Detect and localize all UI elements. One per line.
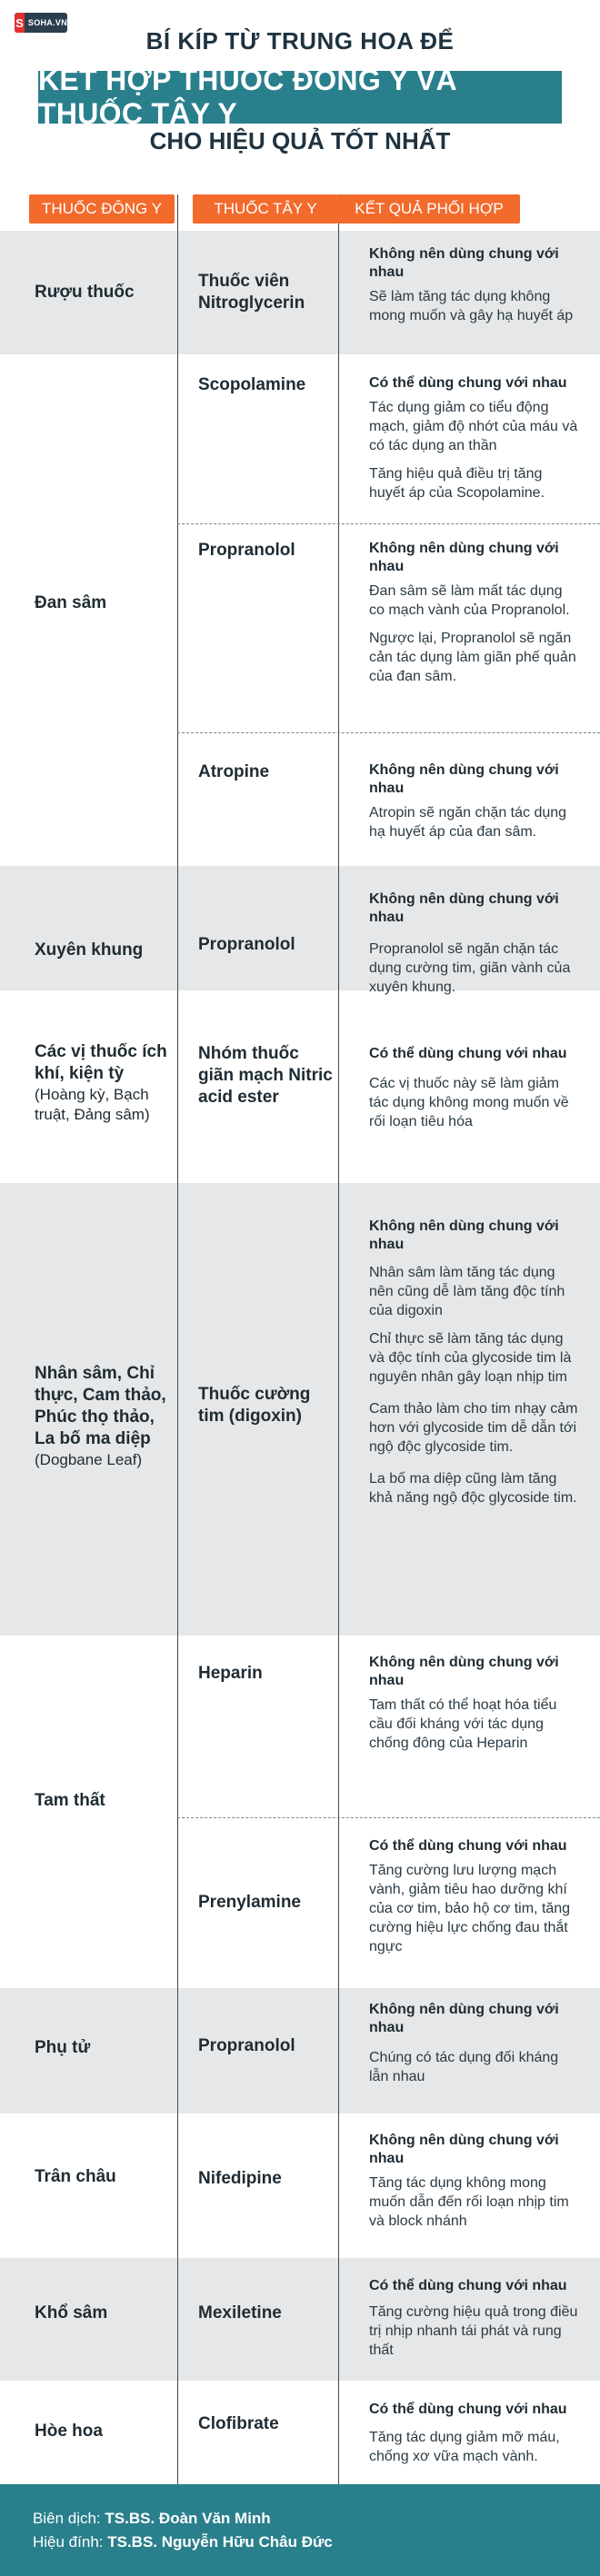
result-text: Tăng hiệu quả điều trị tăng huyết áp của Scopolamine. [369, 466, 545, 501]
result-title: Có thể dùng chung với nhau [369, 2278, 567, 2293]
west-mexiletine: Mexiletine [198, 2303, 282, 2322]
header-west-medicine: THUỐC TÂY Y [193, 194, 338, 224]
east-ruou-thuoc: Rượu thuốc [35, 283, 135, 302]
west-propranolol-phutu: Propranolol [198, 2036, 295, 2055]
credit-label: Biên dịch: [33, 2510, 101, 2527]
credit-name: TS.BS. Nguyễn Hữu Châu Đức [107, 2533, 333, 2551]
result-title: Có thể dùng chung với nhau [369, 2402, 567, 2417]
result-title: Có thể dùng chung với nhau [369, 1046, 567, 1061]
east-ich-khi-kien-ty [35, 1041, 171, 1125]
header-result: KẾT QUẢ PHỐI HỢP [338, 194, 520, 224]
result-phutu [369, 2001, 578, 2086]
result-title: Không nên dùng chung với nhau [369, 1655, 559, 1688]
result-title: Không nên dùng chung với nhau [369, 891, 559, 925]
result-ruou [369, 245, 578, 325]
credit-label: Hiệu đính: [33, 2533, 104, 2551]
result-khosam [369, 2277, 578, 2360]
column-divider-1 [177, 194, 178, 2484]
west-propranolol-dansam: Propranolol [198, 541, 295, 560]
result-text: La bố ma diệp cũng làm tăng khả năng ngộ độc glycoside tim. [369, 1471, 577, 1506]
result-text: Nhân sâm làm tăng tác dụng nên cũng dễ làm tăng độc tính của digoxin [369, 1265, 565, 1318]
infographic-header [0, 0, 600, 184]
result-title: Không nên dùng chung với nhau [369, 1218, 559, 1252]
result-hoehoa [369, 2401, 578, 2466]
result-text: Tác dụng giảm co tiểu động mạch, giảm độ nhớt của máu và có tác dụng an thần [369, 400, 578, 453]
header-east-medicine: THUỐC ĐÔNG Y [29, 194, 175, 224]
east-xuyen-khung: Xuyên khung [35, 940, 144, 960]
credit-editor [33, 2533, 333, 2551]
credits-footer [0, 2484, 600, 2576]
result-nhansam [369, 1218, 578, 1507]
east-name: Nhân sâm, Chỉ thực, Cam thảo, Phúc thọ thảo, La bố ma diệp [35, 1364, 166, 1448]
result-xuyenkhung [369, 890, 578, 997]
result-text: Tăng tác dụng không mong muốn dẫn đến rối loạn nhịp tim và block nhánh [369, 2175, 569, 2229]
east-tran-chau: Trân châu [35, 2167, 116, 2186]
title-banner [38, 64, 562, 130]
credit-name: TS.BS. Đoàn Văn Minh [105, 2510, 271, 2527]
result-title: Không nên dùng chung với nhau [369, 762, 559, 796]
result-title: Có thể dùng chung với nhau [369, 1838, 567, 1854]
logo-text: SOHA.VN [27, 18, 67, 27]
east-sub: (Dogbane Leaf) [35, 1451, 143, 1468]
east-tam-that: Tam thất [35, 1791, 105, 1810]
title-line-1: BÍ KÍP TỪ TRUNG HOA ĐỂ [145, 27, 455, 55]
west-heparin: Heparin [198, 1664, 263, 1683]
result-text: Chúng có tác dụng đối kháng lẫn nhau [369, 2050, 559, 2084]
result-text: Đan sâm sẽ làm mất tác dụng co mạch vành của Propranolol. [369, 583, 570, 618]
row-divider [177, 523, 600, 524]
east-dan-sam: Đan sâm [35, 593, 107, 612]
row-divider [177, 732, 600, 733]
west-nifedipine: Nifedipine [198, 2169, 282, 2188]
west-propranolol-xuyenkhung: Propranolol [198, 935, 295, 954]
title-line-2: KẾT HỢP THUỐC ĐÔNG Y VÀ THUỐC TÂY Y [38, 64, 457, 130]
result-tranchau [369, 2132, 578, 2231]
west-scopolamine: Scopolamine [198, 375, 306, 394]
result-text: Tăng tác dụng giảm mỡ máu, chống xơ vữa mạch vành. [369, 2430, 560, 2464]
result-text: Chỉ thực sẽ làm tăng tác dụng và độc tính của glycoside tim là nguyên nhân gây loạn nhịp tim [369, 1331, 572, 1385]
east-kho-sam: Khổ sâm [35, 2303, 108, 2322]
row-divider [177, 1817, 600, 1818]
result-text: Ngược lại, Propranolol sẽ ngăn cản tác dụng làm giãn phế quản của đan sâm. [369, 631, 576, 684]
column-divider-2 [338, 194, 339, 2484]
result-title: Không nên dùng chung với nhau [369, 2002, 559, 2035]
result-title: Không nên dùng chung với nhau [369, 541, 559, 574]
result-scopolamine [369, 374, 578, 502]
result-atropine [369, 761, 578, 841]
result-text: Tăng cường hiệu quả trong điều trị nhịp nhanh tái phát và rung thất [369, 2304, 578, 2358]
result-ichkhi [369, 1045, 578, 1131]
east-sub: (Hoàng kỳ, Bạch truật, Đảng sâm) [35, 1086, 150, 1123]
result-heparin [369, 1654, 578, 1753]
west-prenylamine: Prenylamine [198, 1893, 301, 1912]
west-digoxin: Thuốc cường tim (digoxin) [198, 1385, 311, 1426]
result-prenylamine [369, 1837, 578, 1956]
result-propranolol-dansam [369, 540, 578, 686]
result-title: Không nên dùng chung với nhau [369, 2133, 559, 2166]
result-text: Cam thảo làm cho tim nhạy cảm hơn với glycoside tim dễ dẫn tới ngộ độc glycoside tim. [369, 1401, 578, 1455]
west-nitroglycerin: Thuốc viên Nitroglycerin [198, 272, 305, 313]
west-clofibrate: Clofibrate [198, 2414, 279, 2433]
result-text: Atropin sẽ ngăn chặn tác dụng hạ huyết áp của đan sâm. [369, 805, 567, 840]
result-text: Tăng cường lưu lượng mạch vành, giảm tiêu hao dưỡng khí của cơ tim, bảo hộ cơ tim, tăng cường hiệu lực chống đau thắt ngực [369, 1863, 571, 1954]
west-nitric-acid-ester: Nhóm thuốc giãn mạch Nitric acid ester [198, 1044, 333, 1107]
credit-translator [33, 2510, 271, 2528]
result-text: Sẽ làm tăng tác dụng không mong muốn và gây hạ huyết áp [369, 289, 574, 323]
logo-letter: S [15, 13, 25, 33]
title-line-3: CHO HIỆU QUẢ TỐT NHẤT [149, 127, 451, 154]
result-title: Không nên dùng chung với nhau [369, 246, 559, 280]
result-text: Propranolol sẽ ngăn chặn tác dụng cường tim, giãn vành của xuyên khung. [369, 941, 571, 995]
west-atropine: Atropine [198, 762, 270, 781]
result-text: Các vị thuốc này sẽ làm giảm tác dụng không mong muốn về rối loạn tiêu hóa [369, 1076, 569, 1129]
east-name: Các vị thuốc ích khí, kiện tỳ [35, 1042, 167, 1083]
east-nhan-sam-group [35, 1363, 171, 1470]
east-phu-tu: Phụ tử [35, 2038, 91, 2057]
east-hoe-hoa: Hòe hoa [35, 2422, 103, 2441]
result-text: Tam thất có thể hoạt hóa tiểu cầu đối kháng với tác dụng chống đông của Heparin [369, 1697, 557, 1751]
result-title: Có thể dùng chung với nhau [369, 375, 567, 391]
